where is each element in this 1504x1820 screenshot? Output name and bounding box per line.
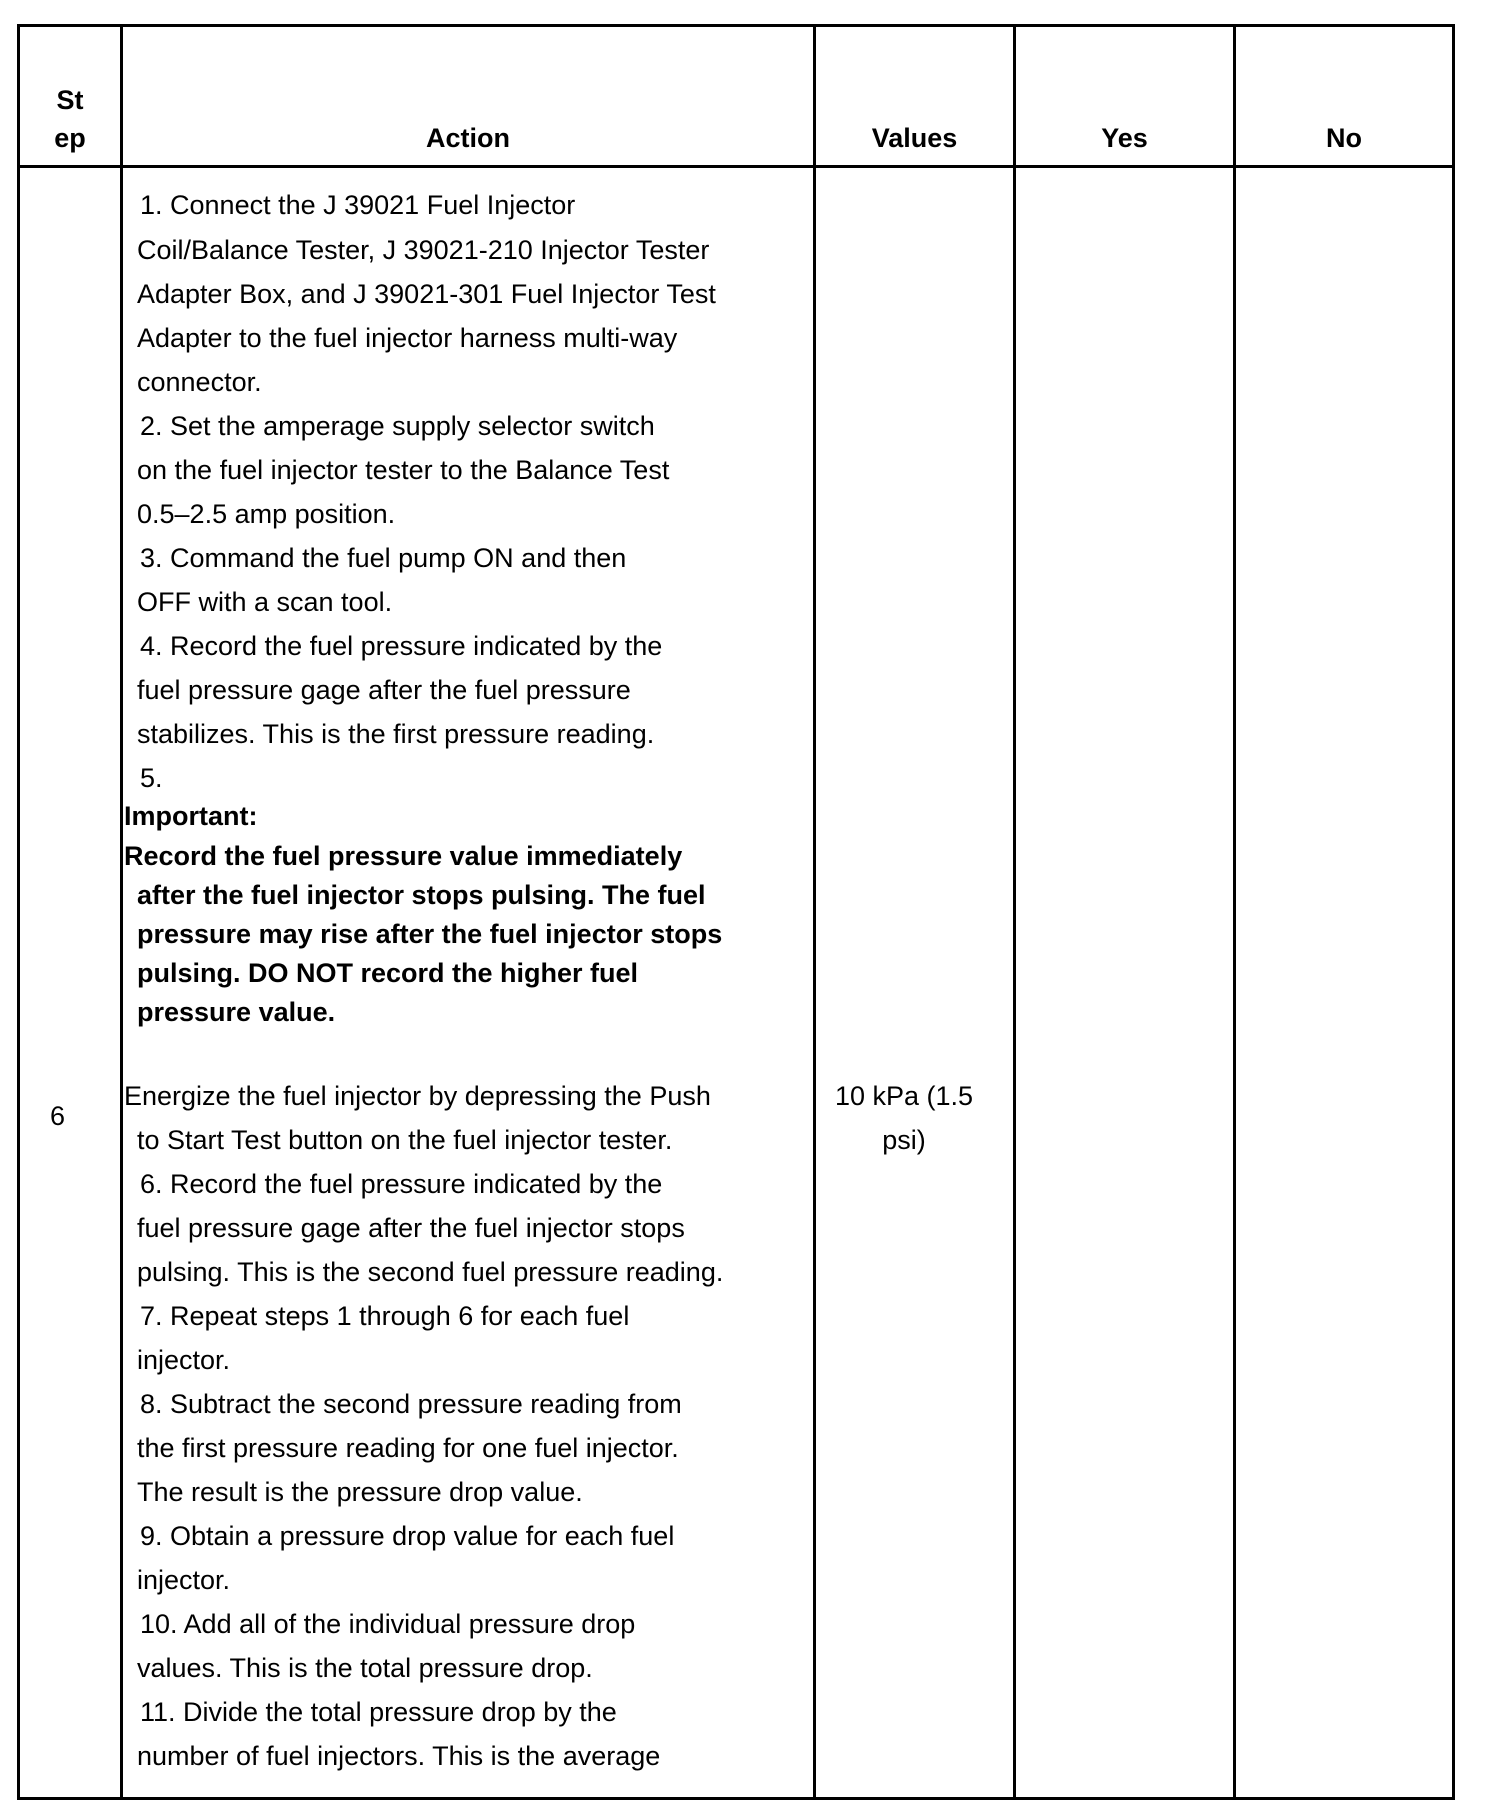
header-action: Action [426, 123, 510, 153]
action-line: fuel pressure gage after the fuel injector stops [137, 1213, 685, 1243]
action-line: Energize the fuel injector by depressing the Push [124, 1081, 711, 1111]
action-line: 3. Command the fuel pump ON and then [140, 543, 627, 573]
table-border-right [1452, 24, 1455, 1800]
action-line: The result is the pressure drop value. [137, 1477, 583, 1507]
action-line: injector. [137, 1565, 231, 1595]
action-line: to Start Test button on the fuel injector tester. [137, 1125, 673, 1155]
action-line: Adapter Box, and J 39021-301 Fuel Injector Test [137, 279, 716, 309]
action-line: fuel pressure gage after the fuel pressure [137, 675, 631, 705]
action-line: OFF with a scan tool. [137, 587, 393, 617]
action-line: pulsing. DO NOT record the higher fuel [137, 958, 639, 988]
action-line: 7. Repeat steps 1 through 6 for each fuel [140, 1301, 630, 1331]
action-line: Record the fuel pressure value immediately [124, 841, 683, 871]
action-line: Coil/Balance Tester, J 39021-210 Injector Tester [137, 235, 710, 265]
table-border-top [17, 24, 1454, 27]
action-line: pressure value. [137, 997, 336, 1027]
values-cell [820, 1074, 988, 1162]
action-line: pulsing. This is the second fuel pressure reading. [137, 1257, 724, 1287]
action-line: 10. Add all of the individual pressure drop [140, 1609, 636, 1639]
action-line: 6. Record the fuel pressure indicated by the [140, 1169, 663, 1199]
header-values: Values [871, 123, 958, 153]
action-line: 9. Obtain a pressure drop value for each fuel [140, 1521, 675, 1551]
action-line: Important: [124, 801, 258, 831]
action-line: connector. [137, 367, 262, 397]
column-divider-action-values [813, 24, 816, 1800]
header-no: No [1326, 123, 1362, 153]
values-line-1: 10 kPa (1.5 [834, 1081, 974, 1111]
action-line: pressure may rise after the fuel injector stops [137, 919, 723, 949]
action-line: 5. [140, 763, 163, 793]
action-line: 11. Divide the total pressure drop by the [140, 1697, 617, 1727]
column-divider-step-action [120, 24, 123, 1800]
header-step-line1: St [56, 85, 84, 115]
action-line: stabilizes. This is the first pressure reading. [137, 719, 655, 749]
action-line: number of fuel injectors. This is the average [137, 1741, 661, 1771]
yes-cell [1016, 168, 1233, 1797]
action-line: 2. Set the amperage supply selector switch [140, 411, 655, 441]
header-step-line2: ep [54, 123, 86, 153]
table-border-left [17, 24, 20, 1800]
table-border-bottom [17, 1797, 1454, 1800]
action-line: 8. Subtract the second pressure reading from [140, 1389, 682, 1419]
action-line: Adapter to the fuel injector harness multi-way [137, 323, 678, 353]
header-step [20, 81, 120, 157]
action-line: on the fuel injector tester to the Balance Test [137, 455, 670, 485]
step-number: 6 [50, 1101, 66, 1131]
action-line: injector. [137, 1345, 231, 1375]
action-line: 1. Connect the J 39021 Fuel Injector [140, 190, 576, 220]
header-yes: Yes [1101, 123, 1148, 153]
action-line: 0.5–2.5 amp position. [137, 499, 396, 529]
values-line-2: psi) [882, 1125, 926, 1155]
no-cell [1236, 168, 1452, 1797]
action-line: 4. Record the fuel pressure indicated by the [140, 631, 663, 661]
action-line: the first pressure reading for one fuel injector. [137, 1433, 679, 1463]
action-line: after the fuel injector stops pulsing. The fuel [137, 880, 706, 910]
action-line: values. This is the total pressure drop. [137, 1653, 593, 1683]
